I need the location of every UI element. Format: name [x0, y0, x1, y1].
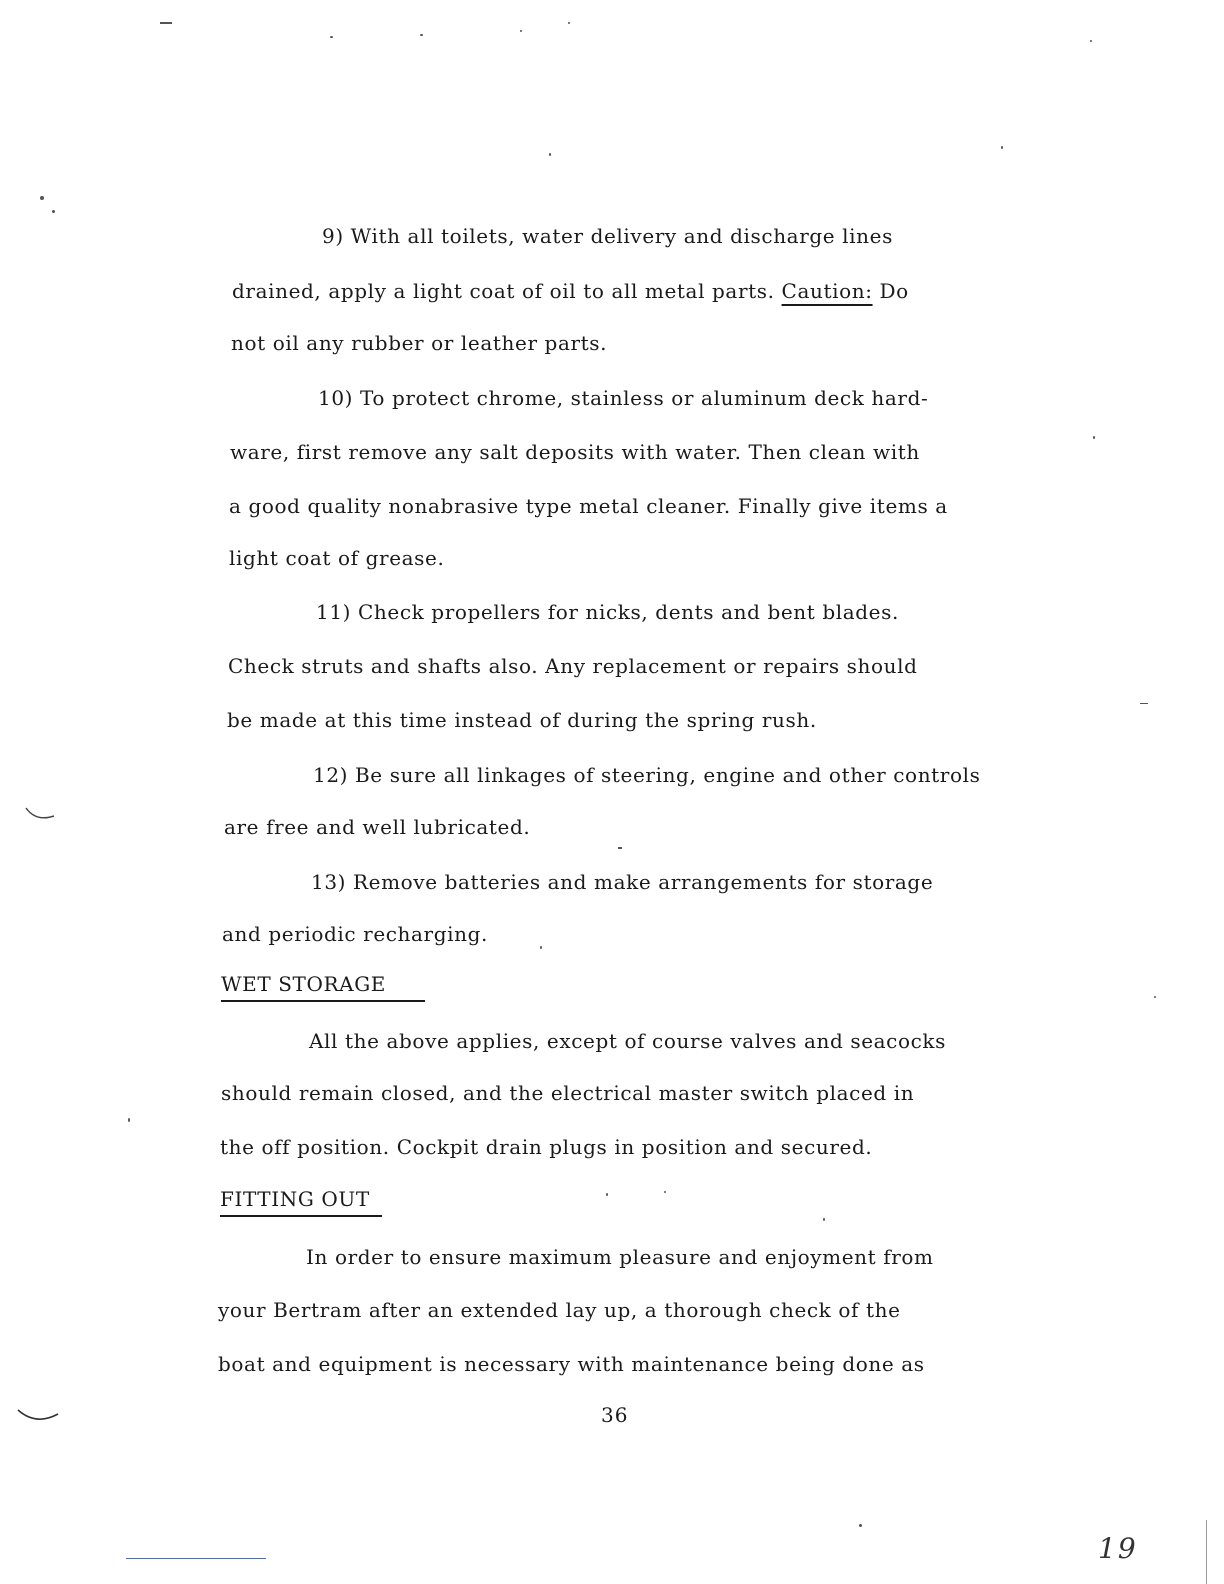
wet-storage-heading: WET STORAGE	[221, 972, 425, 1002]
wet-storage-line-2: should remain closed, and the electrical master switch placed in	[221, 1081, 915, 1105]
item-9-line-1: 9) With all toilets, water delivery and discharge lines	[322, 224, 893, 248]
fitting-out-line-1: In order to ensure maximum pleasure and enjoyment from	[306, 1245, 934, 1269]
item-13-line-1: 13) Remove batteries and make arrangements for storage	[311, 870, 934, 894]
page-number: 36	[601, 1403, 629, 1427]
item-11-line-2: Check struts and shafts also. Any replacement or repairs should	[228, 654, 918, 678]
fitting-out-heading: FITTING OUT	[220, 1187, 382, 1217]
item-13-line-2: and periodic recharging.	[222, 922, 488, 946]
scan-speck	[1140, 703, 1148, 704]
item-12-line-1: 12) Be sure all linkages of steering, engine and other controls	[313, 763, 981, 787]
item-12-line-2: are free and well lubricated.	[224, 815, 531, 839]
scan-speck	[40, 196, 44, 200]
scan-speck	[540, 946, 542, 949]
item-10-line-1: 10) To protect chrome, stainless or aluminum deck hard-	[318, 386, 929, 410]
scan-blue-rule	[126, 1558, 266, 1559]
item-11-line-3: be made at this time instead of during the spring rush.	[227, 708, 817, 732]
item-9-line-2	[232, 279, 909, 303]
scan-speck	[1090, 40, 1092, 42]
scan-speck	[859, 1524, 862, 1527]
item-10-line-3: a good quality nonabrasive type metal cleaner. Finally give items a	[229, 494, 948, 518]
scan-speck	[330, 36, 333, 38]
scan-speck	[1093, 436, 1095, 439]
wet-storage-line-1: All the above applies, except of course valves and seacocks	[309, 1029, 946, 1053]
scan-speck	[1001, 146, 1003, 149]
item-10-line-2: ware, first remove any salt deposits with water. Then clean with	[230, 440, 920, 464]
scan-speck	[549, 153, 551, 156]
scan-speck	[128, 1118, 130, 1122]
scan-speck	[52, 210, 55, 213]
item-11-line-1: 11) Check propellers for nicks, dents and bent blades.	[316, 600, 899, 624]
fitting-out-line-3: boat and equipment is necessary with maintenance being done as	[218, 1352, 925, 1376]
wet-storage-line-3: the off position. Cockpit drain plugs in position and secured.	[220, 1135, 873, 1159]
scan-speck	[664, 1191, 666, 1193]
item-9-line-2-end: Do	[872, 279, 909, 303]
scan-artifact-arc	[16, 1404, 66, 1434]
scan-speck	[420, 34, 423, 36]
fitting-out-line-2: your Bertram after an extended lay up, a thorough check of the	[218, 1298, 901, 1322]
caution-label: Caution:	[781, 279, 873, 303]
scan-speck	[520, 30, 522, 32]
scan-speck	[568, 22, 570, 24]
item-10-line-4: light coat of grease.	[229, 546, 445, 570]
handwritten-page-mark: 19	[1098, 1532, 1138, 1565]
scan-speck	[606, 1193, 608, 1196]
item-9-line-3: not oil any rubber or leather parts.	[231, 331, 608, 355]
scan-speck	[823, 1218, 825, 1221]
scan-speck	[1154, 996, 1156, 998]
scan-speck	[160, 22, 172, 24]
scan-edge-line	[1206, 1520, 1207, 1584]
scan-speck	[618, 847, 622, 849]
item-9-line-2-start: drained, apply a light coat of oil to all metal parts.	[232, 279, 782, 303]
scan-artifact-arc	[24, 800, 74, 830]
